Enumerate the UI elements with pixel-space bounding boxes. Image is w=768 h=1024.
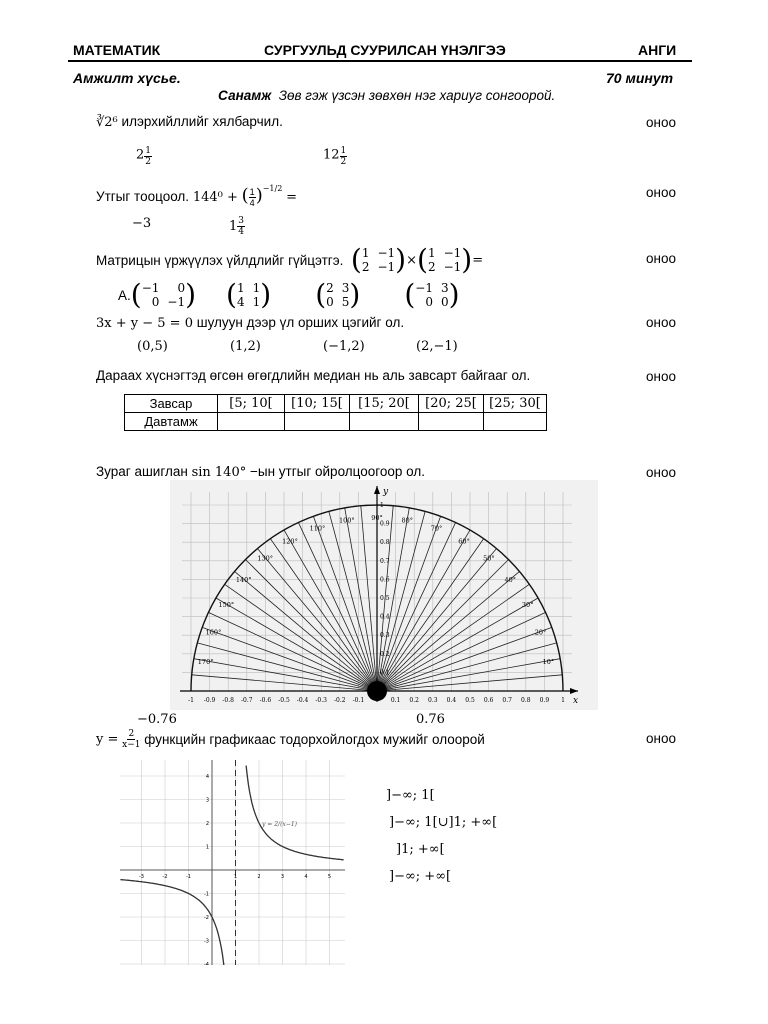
angle-label: 170° (197, 657, 214, 666)
q1-points: оноо (646, 115, 676, 130)
table-cell[interactable] (218, 413, 285, 431)
x-tick-label: 0.5 (465, 697, 475, 704)
angle-label: 40° (504, 576, 517, 585)
x-tick-label: -1 (186, 874, 191, 880)
question-4 (96, 315, 404, 331)
table-row (125, 413, 547, 431)
question-1 (96, 114, 283, 130)
y-tick-label: 1 (380, 502, 384, 509)
x-tick-label: -1 (188, 697, 194, 704)
angle-label: 140° (235, 576, 252, 585)
x-tick-label: 0.2 (409, 697, 419, 704)
x-tick-label: 4 (304, 874, 308, 880)
x-tick-label: 0.4 (446, 697, 457, 704)
q4-option-c[interactable]: (−1,2) (323, 339, 365, 354)
x-tick-label: 0.6 (483, 697, 494, 704)
q4-option-a[interactable]: (0,5) (137, 339, 168, 354)
q1-text: илэрхийллийг хялбарчил. (121, 114, 283, 129)
y-tick-label: 0.1 (380, 669, 390, 677)
angle-label: 160° (205, 628, 222, 637)
table-cell: [5; 10[ (218, 395, 285, 413)
q2-option-b[interactable]: 1 $\frac{3}{4}$ (229, 216, 245, 237)
y-tick-label: 0.5 (380, 595, 390, 602)
angle-label: 100° (338, 516, 355, 525)
x-tick-label: -2 (162, 874, 168, 880)
greeting: Амжилт хүсье. (73, 70, 181, 86)
q7-points: оноо (646, 731, 676, 746)
x-tick-label: -0.6 (259, 697, 272, 704)
q1-option-a[interactable]: 2 $^{\frac{1}{2}}$ (136, 146, 152, 167)
q6-points: оноо (646, 465, 676, 480)
angle-label: 120° (282, 537, 298, 546)
q4-points: оноо (646, 315, 676, 330)
y-tick-label: -2 (204, 915, 209, 921)
x-tick-label: -0.2 (334, 697, 346, 704)
angle-label: 80° (401, 516, 413, 525)
q2-expression: 144⁰ + (192, 190, 238, 205)
y-tick-label: 1 (205, 844, 209, 851)
angle-label: 30° (521, 601, 534, 609)
table-cell[interactable] (484, 413, 547, 431)
y-tick-label: -3 (204, 938, 209, 945)
table-row (125, 395, 547, 413)
q2-points: оноо (646, 185, 676, 200)
x-tick-label: -0.7 (241, 697, 253, 704)
q3-option-a[interactable]: ( −1 0 0 −1 ) (130, 278, 197, 311)
question-3: Матрицын үржүүлэх үйлдлийг гүйцэтгэ. ( 1 −1 2 −1 ) × ( 1 −1 2 −1 ) = (96, 243, 484, 276)
q1-expression: ∛2⁶ (96, 115, 118, 130)
x-tick-label: -0.4 (296, 697, 309, 704)
x-tick-label: 0.7 (502, 697, 512, 704)
question-6: Зураг ашиглан sin 140° −ын утгыг ойролцоогоор ол. (96, 464, 425, 480)
table-cell[interactable] (419, 413, 484, 431)
q3-options: A. ( −1 0 0 −1 ) ( 1 1 4 1 ) ( 2 3 0 5 ) ( −1 3 0 0 ) (118, 278, 460, 311)
y-tick-label: 0.3 (380, 632, 390, 640)
x-tick-label: 0.8 (521, 697, 531, 704)
y-tick-label: 0.2 (380, 650, 390, 658)
y-axis-label: y (383, 487, 389, 497)
unit-semicircle-figure (170, 480, 598, 710)
x-tick-label: 2 (257, 874, 261, 880)
table-cell[interactable] (285, 413, 350, 431)
q3-option-c[interactable]: ( 2 3 0 5 ) (315, 278, 361, 311)
q5-points: оноо (646, 369, 676, 384)
note-text: Зөв гэж үзсэн зөвхөн нэг хариуг сонгоорой. (278, 88, 556, 103)
q7-option-d[interactable]: ]−∞; +∞[ (389, 869, 452, 884)
y-tick-label: 4 (205, 774, 209, 780)
q7-option-c[interactable]: ]1; +∞[ (396, 842, 445, 857)
x-tick-label: -0.3 (315, 697, 327, 704)
q6-option-a[interactable]: −0.76 (137, 712, 177, 727)
y-tick-label: 0.6 (380, 576, 390, 584)
x-tick-label: 0 (375, 697, 379, 704)
table-cell: [10; 15[ (285, 395, 350, 413)
q1-option-b[interactable]: 12 $^{\frac{1}{2}}$ (323, 146, 347, 167)
y-tick-label: 0.8 (380, 539, 390, 547)
x-tick-label: 1 (561, 697, 565, 704)
frequency-table (124, 394, 547, 431)
question-2: Утгыг тооцоол. 144⁰ + ( $\frac{1}{4}$ )$^{-1/2}$ = (96, 184, 297, 208)
header-rule (68, 60, 692, 62)
note-label: Санамж (218, 88, 272, 103)
grade-label: АНГИ (638, 42, 677, 58)
angle-label: 10° (542, 657, 555, 666)
table-cell: [25; 30[ (484, 395, 547, 413)
angle-label: 90° (371, 514, 383, 522)
q3-option-b[interactable]: ( 1 1 4 1 ) (226, 278, 272, 311)
x-tick-label: 0.3 (428, 697, 438, 704)
q3-points: оноо (646, 251, 676, 266)
curve-label: y = 2/(x−1) (262, 821, 297, 828)
table-header-frequency: Давтамж (125, 413, 218, 431)
q2-option-a[interactable]: −3 (132, 216, 152, 231)
x-tick-label: -3 (139, 874, 144, 880)
x-tick-label: 0.1 (390, 697, 401, 704)
q4-option-d[interactable]: (2,−1) (416, 339, 458, 354)
angle-label: 50° (483, 554, 495, 563)
y-tick-label: 0.9 (380, 520, 390, 528)
time-limit: 70 минут (606, 70, 674, 86)
x-tick-label: 3 (280, 874, 285, 880)
subject-title: МАТЕМАТИК (73, 42, 161, 58)
hyperbola-graph (120, 760, 345, 965)
angle-label: 70° (430, 524, 443, 533)
table-cell: [15; 20[ (350, 395, 419, 413)
x-tick-label: -0.8 (222, 697, 234, 704)
y-tick-label: 3 (205, 797, 209, 804)
angle-label: 110° (309, 524, 326, 533)
curve-left-branch (120, 880, 224, 965)
y-tick-label: 2 (205, 821, 209, 827)
x-tick-label: -0.9 (203, 697, 216, 704)
note (218, 88, 555, 103)
angle-label: 60° (458, 537, 470, 546)
x-tick-label: 5 (327, 874, 332, 880)
q3-option-d[interactable]: ( −1 3 0 0 ) (404, 278, 460, 311)
angle-label: 130° (257, 554, 273, 563)
x-tick-label: 0.9 (539, 697, 550, 704)
angle-label: 150° (218, 601, 235, 609)
y-tick-label: 0.4 (380, 613, 390, 621)
q4-option-b[interactable]: (1,2) (230, 339, 261, 354)
q4-text: шулуун дээр үл орших цэгийг ол. (196, 315, 405, 330)
table-cell[interactable] (350, 413, 419, 431)
table-cell: [20; 25[ (419, 395, 484, 413)
angle-label: 20° (534, 628, 547, 637)
q3-text: Матрицын үржүүлэх үйлдлийг гүйцэтгэ. (96, 252, 344, 268)
y-tick-label: -1 (204, 891, 209, 898)
x-tick-label: 1 (233, 874, 238, 880)
q6-option-b[interactable]: 0.76 (416, 712, 445, 727)
curve-right-branch (246, 766, 344, 860)
y-tick-label: 0.7 (380, 557, 390, 565)
q7-option-a[interactable]: ]−∞; 1[ (386, 788, 435, 803)
x-tick-label: -0.1 (352, 697, 365, 704)
question-7: y = $\frac{2}{x-1}$ функцийн графикаас тодорхойлогдох мужийг олоорой (96, 729, 485, 750)
x-tick-label: -0.5 (278, 697, 290, 704)
x-axis-label: x (573, 696, 579, 706)
table-header-interval: Завсар (125, 395, 218, 413)
q7-option-b[interactable]: ]−∞; 1[∪]1; +∞[ (389, 815, 498, 830)
q2-text: Утгыг тооцоол. (96, 189, 190, 204)
y-tick-label: -4 (204, 962, 209, 965)
q4-expression: 3x + y − 5 = 0 (96, 316, 193, 331)
question-5: Дараах хүснэгтэд өгсөн өгөгдлийн медиан нь аль завсарт байгааг ол. (96, 368, 531, 383)
assessment-title: СУРГУУЛЬД СУУРИЛСАН ҮНЭЛГЭЭ (264, 42, 506, 58)
